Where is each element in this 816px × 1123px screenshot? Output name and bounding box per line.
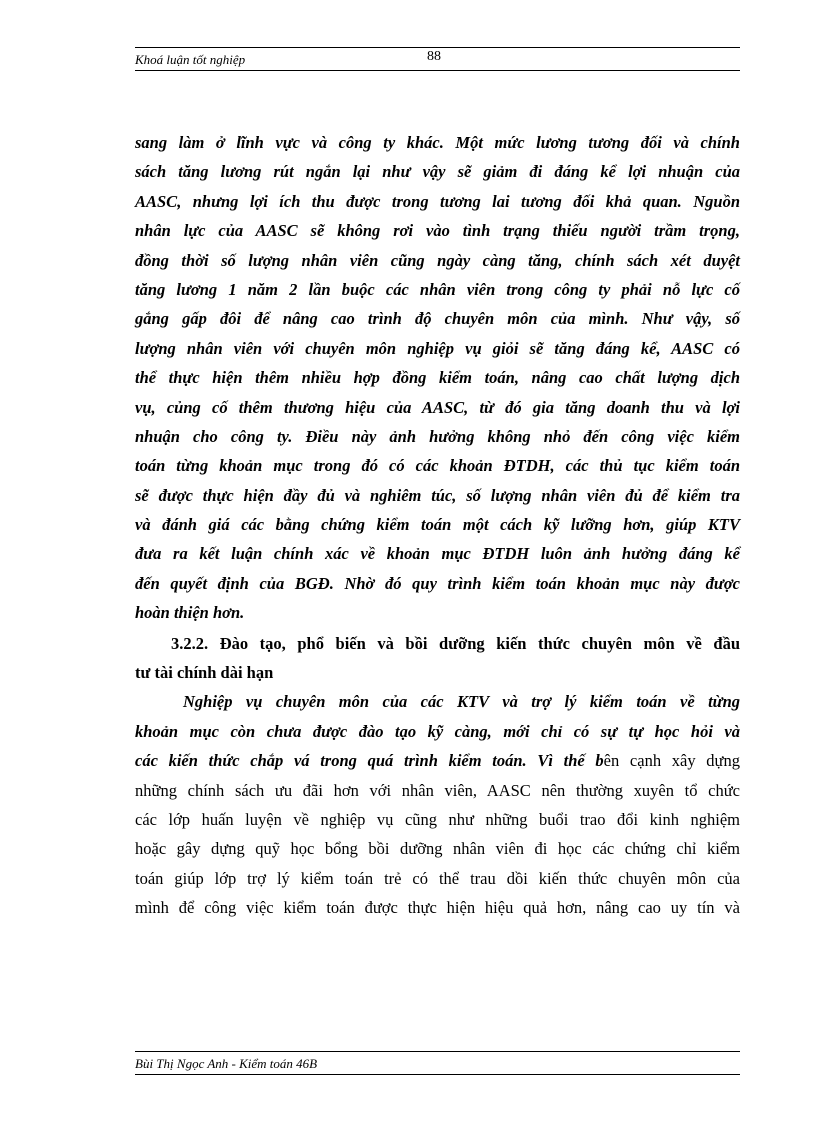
- heading-line: 3.2.2. Đào tạo, phổ biến và bồi dưỡng kiến thức chuyên môn về đầu: [171, 633, 740, 653]
- text-line: mình để công việc kiểm toán được thực hiện hiệu quả hơn, nâng cao uy tín và: [135, 898, 740, 918]
- page-number: 88: [427, 49, 441, 64]
- text-line: đến quyết định của BGĐ. Nhờ đó quy trình kiểm toán khoản mục này được: [135, 573, 740, 593]
- plain-fragment: ên cạnh xây dựng: [603, 751, 740, 771]
- text-line: các lớp huấn luyện về nghiệp vụ cũng như những buổi trao đổi kinh nghiệm: [135, 809, 740, 829]
- author-line: Bùi Thị Ngọc Anh - Kiểm toán 46B: [135, 1056, 318, 1071]
- text-line: AASC, nhưng lợi ích thu được trong tương lai tương đối khả quan. Nguồn: [135, 191, 740, 211]
- text-line: lượng nhân viên với chuyên môn nghiệp vụ giỏi sẽ tăng đáng kể, AASC có: [135, 338, 740, 358]
- thesis-title: Khoá luận tốt nghiệp: [135, 52, 246, 67]
- text-line: toán giúp lớp trợ lý kiểm toán trẻ có thể trau dồi kiến thức chuyên môn của: [135, 868, 740, 888]
- text-line: sách tăng lương rút ngắn lại như vậy sẽ giảm đi đáng kể lợi nhuận của: [135, 162, 740, 182]
- text-line: hoàn thiện hơn.: [135, 603, 245, 623]
- heading-line: tư tài chính dài hạn: [135, 663, 274, 683]
- page-footer: [135, 1051, 740, 1075]
- text-line: gắng gấp đôi để nâng cao trình độ chuyên môn của mình. Như vậy, số: [135, 309, 740, 329]
- italic-fragment: các kiến thức chắp vá trong quá trình kiểm toán. Vì thế b: [135, 751, 604, 771]
- text-line: nhuận cho công ty. Điều này ảnh hưởng không nhỏ đến công việc kiểm: [135, 426, 740, 446]
- text-line: toán từng khoản mục trong đó có các khoản ĐTDH, các thủ tục kiểm toán: [135, 456, 740, 476]
- text-line: [135, 746, 740, 775]
- text-line: Nghiệp vụ chuyên môn của các KTV và trợ lý kiểm toán về từng: [183, 692, 740, 712]
- text-line: tăng lương 1 năm 2 lần buộc các nhân viên trong công ty phải nỗ lực cố: [135, 279, 740, 299]
- text-line: hoặc gây dựng quỹ học bổng bồi dưỡng nhân viên đi học các chứng chỉ kiểm: [135, 839, 740, 859]
- text-line: đồng thời số lượng nhân viên cũng ngày càng tăng, chính sách xét duyệt: [135, 250, 740, 270]
- page-header: [135, 47, 740, 71]
- text-line: và đánh giá các bằng chứng kiểm toán một cách kỹ lưỡng hơn, giúp KTV: [135, 515, 740, 535]
- text-line: sang làm ở lĩnh vực và công ty khác. Một mức lương tương đối và chính: [135, 133, 740, 152]
- paragraph-2: [135, 687, 740, 922]
- text-line: đưa ra kết luận chính xác về khoản mục ĐTDH luôn ảnh hưởng đáng kể: [135, 544, 740, 564]
- paragraph-1: [135, 128, 740, 628]
- page-body: [135, 128, 740, 923]
- section-heading: [135, 629, 740, 688]
- text-line: vụ, củng cố thêm thương hiệu của AASC, từ đó gia tăng doanh thu và lợi: [135, 397, 740, 417]
- text-line: khoản mục còn chưa được đào tạo kỹ càng, mới chỉ có sự tự học hỏi và: [135, 721, 740, 741]
- text-line: những chính sách ưu đãi hơn với nhân viên, AASC nên thường xuyên tổ chức: [135, 780, 740, 800]
- text-line: nhân lực của AASC sẽ không rơi vào tình trạng thiếu người trầm trọng,: [135, 221, 740, 241]
- text-line: thể thực hiện thêm nhiều hợp đồng kiểm toán, nâng cao chất lượng dịch: [135, 368, 740, 388]
- text-line: sẽ được thực hiện đầy đủ và nghiêm túc, số lượng nhân viên đủ để kiểm tra: [135, 485, 740, 505]
